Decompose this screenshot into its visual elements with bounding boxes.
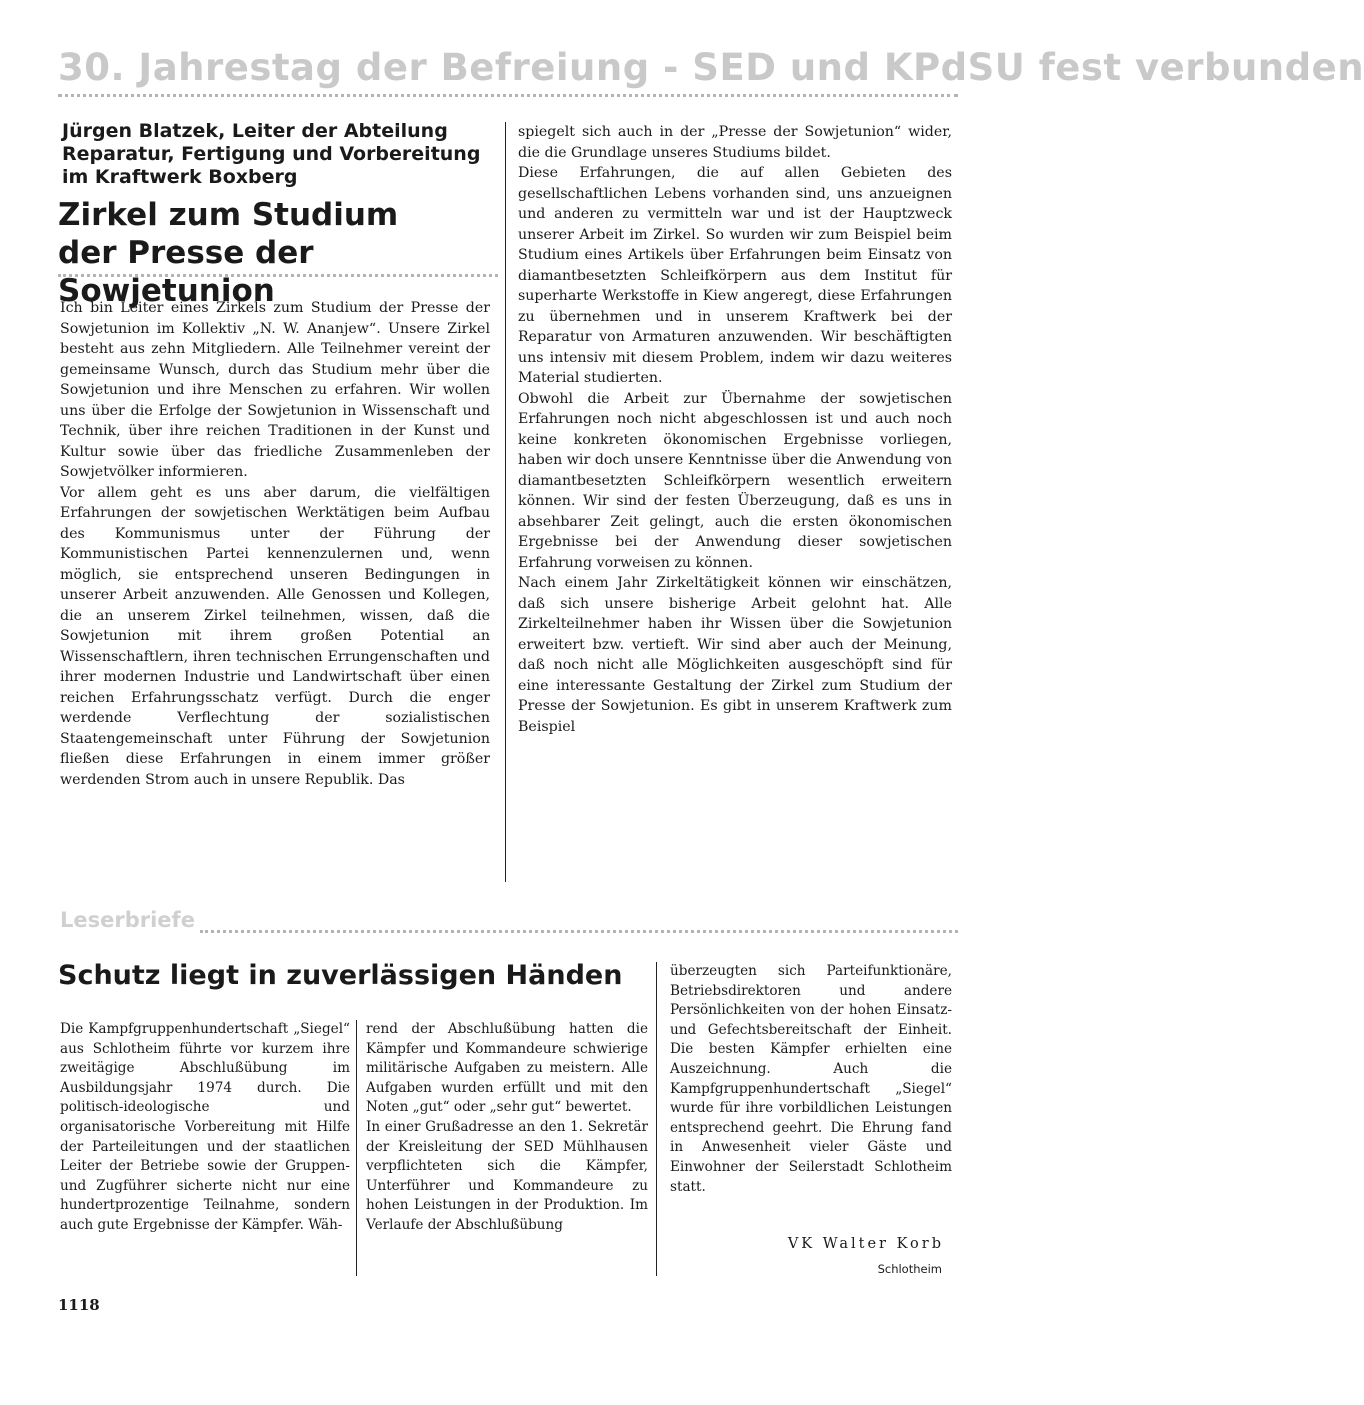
- paragraph: Vor allem geht es uns aber darum, die vielfältigen Erfahrungen der sowjetischen Werktätigen beim Aufbau des Kommunismus unter der Führung der Kommunistischen Partei kennenzulernen und, wenn möglich, sie entsprechend unseren Bedingungen in unserer Arbeit anzuwenden. Alle Genossen und Kollegen, die an unserem Zirkel teilnehmen, wissen, daß die Sowjetunion mit ihrem großen Potential an Wissenschaftlern, ihren technischen Errungenschaften und ihrer modernen Industrie und Landwirtschaft über einen reichen Erfahrungsschatz verfügt. Durch die enger werdende Verflechtung der sozialistischen Staatengemeinschaft unter Führung der Sowjetunion fließen diese Erfahrungen in einem immer größer werdenden Strom auch in unsere Republik. Das: [60, 484, 490, 788]
- column-rule: [505, 122, 506, 882]
- paragraph: überzeugten sich Parteifunktionäre, Betriebsdirektoren und andere Persönlichkeiten von der hohen Einsatz- und Gefechtsbereitschaft der Einheit. Die besten Kämpfer erhielten eine Auszeichnung. Auch die Kampfgruppenhundertschaft „Siegel“ wurde für ihre vorbildlichen Leistungen entsprechend geehrt. Die Ehrung fand in Anwesenheit vieler Gäste und Einwohner der Seilerstadt Schlotheim statt.: [670, 963, 952, 1195]
- column-rule: [656, 962, 657, 1276]
- article-right-column: [518, 122, 952, 737]
- section-label: Leserbriefe: [60, 908, 195, 932]
- paragraph: spiegelt sich auch in der „Presse der Sowjetunion“ wider, die die Grundlage unseres Studiums bildet.: [518, 124, 952, 161]
- page-banner: 30. Jahrestag der Befreiung - SED und KPdSU fest verbunden: [58, 46, 1364, 89]
- article-left-column: [60, 298, 490, 790]
- letter-column-1: [60, 1020, 350, 1236]
- letter-column-2: [366, 1020, 648, 1236]
- column-rule: [356, 1020, 357, 1276]
- paragraph: Nach einem Jahr Zirkeltätigkeit können wir einschätzen, daß sich unsere bisherige Arbeit gelohnt hat. Alle Zirkelteilnehmer haben ihr Wissen über die Sowjetunion erweitert bzw. vertieft. Wir sind aber auch der Meinung, daß noch nicht alle Möglichkeiten ausgeschöpft sind für eine interessante Gestaltung der Zirkel zum Studium der Presse der Sowjetunion. Es gibt in unserem Kraftwerk zum Beispiel: [518, 575, 952, 735]
- article-headline: [58, 196, 508, 310]
- letter-signature: VK Walter Korb: [787, 1236, 944, 1252]
- headline-line-2: der Presse der Sowjetunion: [58, 235, 314, 309]
- paragraph: Obwohl die Arbeit zur Übernahme der sowjetischen Erfahrungen noch nicht abgeschlossen ist und auch noch keine konkreten ökonomischen Ergebnisse vorliegen, haben wir doch unsere Kenntnisse über die Anwendung von diamantbesetzten Schleifkörpern wesentlich erweitern können. Wir sind der festen Überzeugung, daß es uns in absehbarer Zeit gelingt, auch die ersten ökonomischen Ergebnisse bei der Anwendung dieser sowjetischen Erfahrung vorweisen zu können.: [518, 390, 952, 571]
- paragraph: Ich bin Leiter eines Zirkels zum Studium der Presse der Sowjetunion im Kollektiv „N. W. Ananjew“. Unsere Zirkel besteht aus zehn Mitgliedern. Alle Teilnehmer vereint der gemeinsame Wunsch, durch das Studium mehr über die Sowjetunion und ihre Menschen zu erfahren. Wir wollen uns über die Erfolge der Sowjetunion in Wissenschaft und Technik, über ihre reichen Traditionen in der Kunst und Kultur sowie über das friedliche Zusammenleben der Sowjetvölker informieren.: [60, 300, 490, 480]
- letter-place: Schlotheim: [877, 1262, 942, 1276]
- paragraph: Diese Erfahrungen, die auf allen Gebieten des gesellschaftlichen Lebens vorhanden sind, uns anzueignen und anderen zu vermitteln war und ist der Hauptzweck unserer Arbeit im Zirkel. So wurden wir zum Beispiel beim Studium eines Artikels über Erfahrungen beim Einsatz von diamantbesetzten Schleifkörpern aus dem Institut für superharte Werkstoffe in Kiew angeregt, diese Erfahrungen zu übernehmen und in unserem Kraftwerk bei der Reparatur von Armaturen anzuwenden. Wir beschäftigten uns intensiv mit diesem Problem, indem wir dazu weiteres Material studierten.: [518, 165, 952, 386]
- paragraph: In einer Grußadresse an den 1. Sekretär der Kreisleitung der SED Mühlhausen verpflichteten sich die Kämpfer, Unterführer und Kommandeure zu hohen Leistungen in der Produktion. Im Verlaufe der Abschlußübung: [366, 1118, 648, 1233]
- paragraph: rend der Abschlußübung hatten die Kämpfer und Kommandeure schwierige militärische Aufgaben zu meistern. Alle Aufgaben wurden erfüllt und mit den Noten „gut“ oder „sehr gut“ bewertet.: [366, 1021, 648, 1116]
- page-number: 1118: [58, 1296, 100, 1314]
- headline-divider: [58, 274, 498, 277]
- article-author: Jürgen Blatzek, Leiter der Abteilung Reparatur, Fertigung und Vorbereitung im Kraftwerk Boxberg: [62, 120, 481, 188]
- section-divider: [200, 930, 958, 933]
- letter-column-3: [670, 962, 952, 1197]
- letter-headline: Schutz liegt in zuverlässigen Händen: [58, 960, 623, 991]
- banner-divider: [58, 94, 958, 97]
- headline-line-1: Zirkel zum Studium: [58, 197, 399, 233]
- paragraph: Die Kampfgruppenhundertschaft „Siegel“ aus Schlotheim führte vor kurzem ihre zweitägige Abschlußübung im Ausbildungsjahr 1974 durch. Die politisch-ideologische und organisatorische Vorbereitung mit Hilfe der Parteileitungen und der staatlichen Leiter der Betriebe sowie der Gruppen- und Zugführer sicherte nicht nur eine hundertprozentige Teilnahme, sondern auch gute Ergebnisse der Kämpfer. Wäh-: [60, 1021, 350, 1233]
